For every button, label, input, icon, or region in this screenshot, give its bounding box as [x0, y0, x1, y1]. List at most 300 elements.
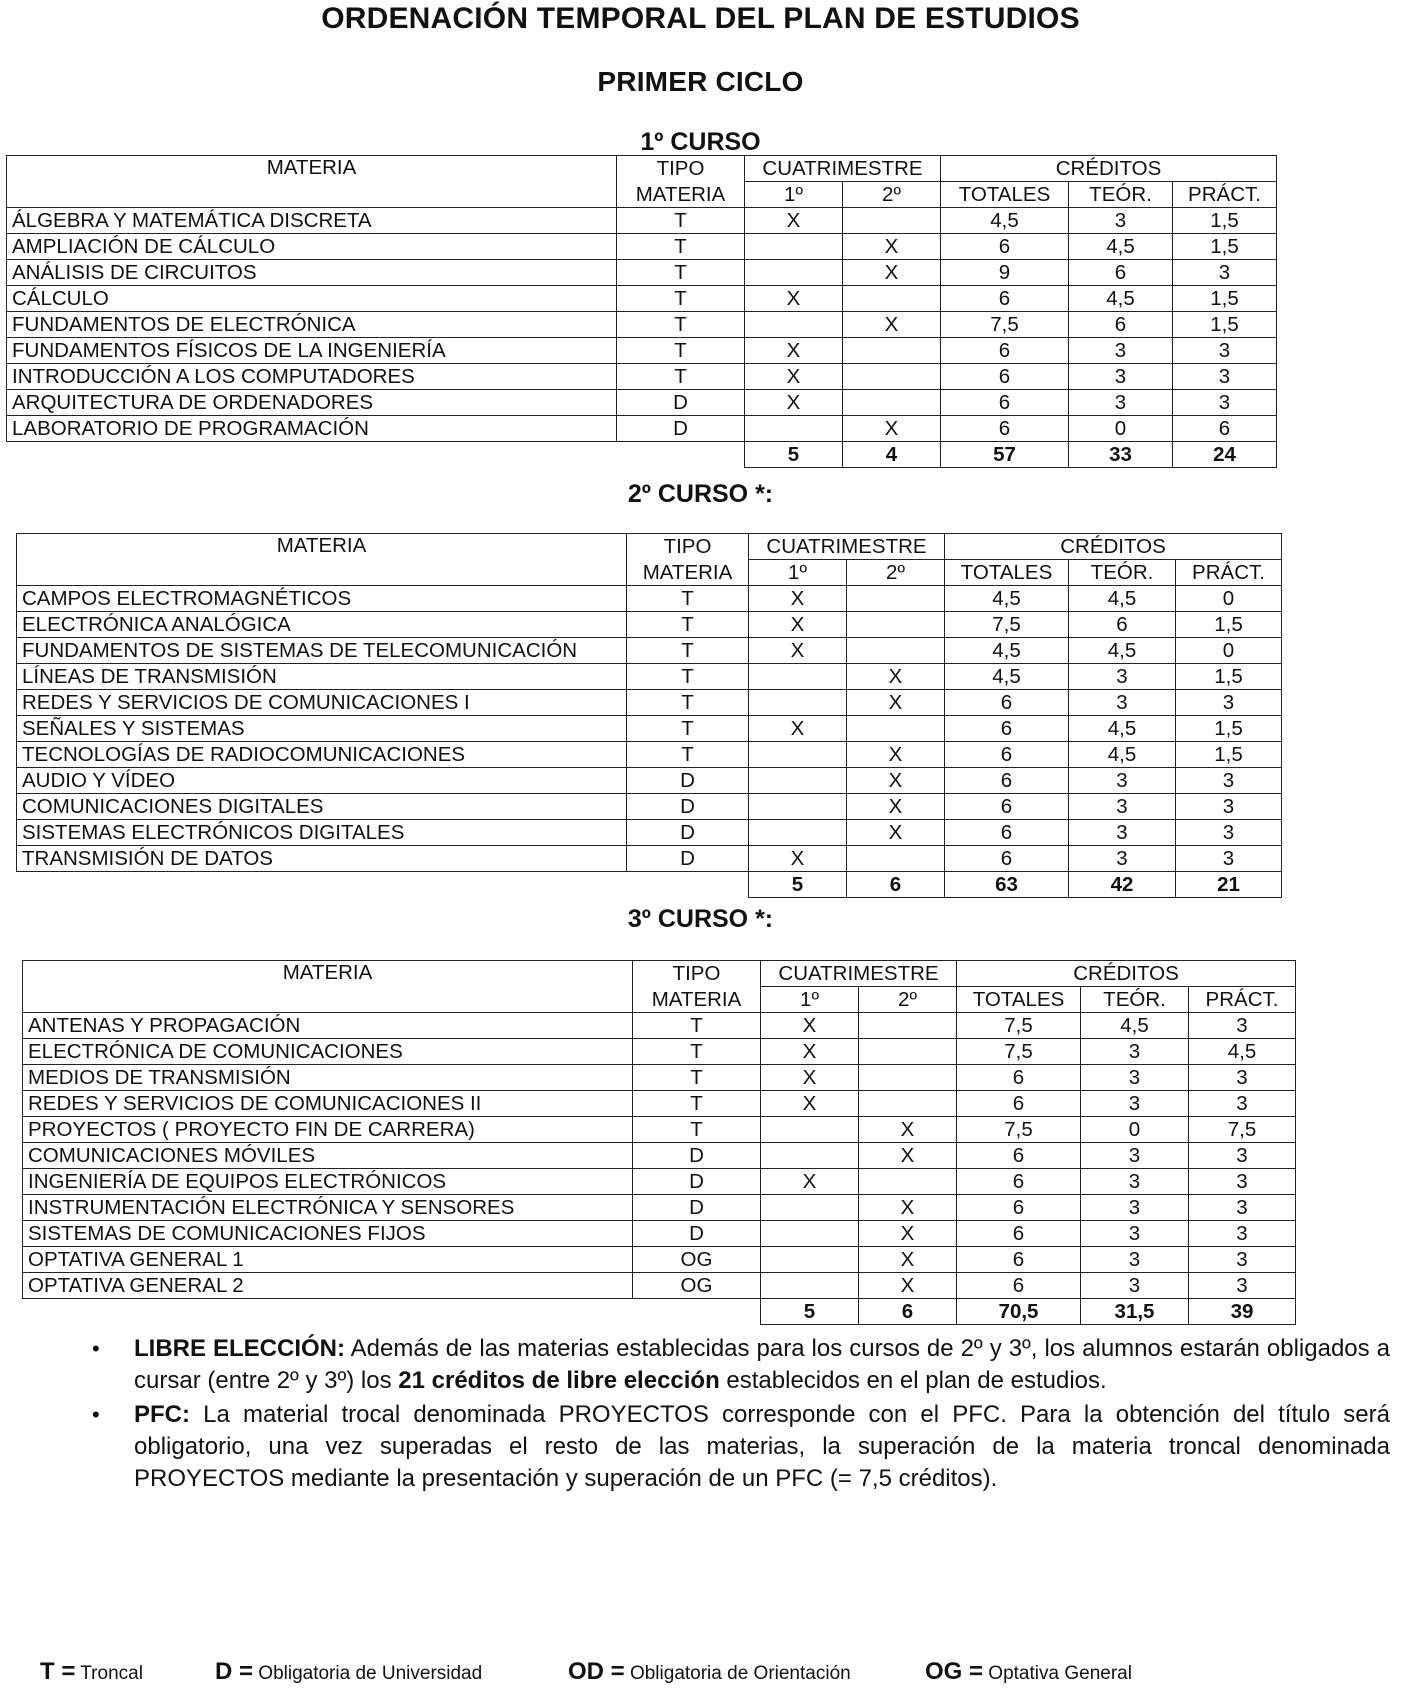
semester-1-mark	[745, 260, 843, 286]
credits-theory: 6	[1069, 312, 1173, 338]
legend-code: OD =	[568, 1658, 625, 1685]
subject-type: T	[617, 286, 745, 312]
totals-spacer	[17, 872, 749, 898]
credits-total: 6	[941, 338, 1069, 364]
subject-type: D	[633, 1143, 761, 1169]
credits-practice: 3	[1176, 846, 1282, 872]
credits-practice: 3	[1176, 820, 1282, 846]
credits-practice: 3	[1176, 768, 1282, 794]
table-row	[17, 794, 1282, 820]
semester-2-mark	[843, 208, 941, 234]
credits-practice: 3	[1189, 1247, 1296, 1273]
page-title: ORDENACIÓN TEMPORAL DEL PLAN DE ESTUDIOS	[321, 2, 1080, 35]
credits-theory: 3	[1069, 664, 1176, 690]
table-row	[17, 742, 1282, 768]
credits-total: 7,5	[957, 1117, 1081, 1143]
semester-2-mark	[843, 338, 941, 364]
table-row	[17, 846, 1282, 872]
table-row	[23, 1013, 1296, 1039]
table-row	[23, 1117, 1296, 1143]
table-row	[17, 664, 1282, 690]
credits-practice: 1,5	[1176, 716, 1282, 742]
course-1-title: 1º CURSO	[640, 128, 761, 156]
semester-2-mark	[859, 1091, 957, 1117]
course-3-table	[22, 960, 1296, 1325]
semester-1-mark: X	[745, 208, 843, 234]
credits-theory: 3	[1069, 690, 1176, 716]
subject-name: FUNDAMENTOS DE ELECTRÓNICA	[7, 312, 617, 338]
semester-2-mark: X	[859, 1117, 957, 1143]
total-semester-2: 6	[859, 1299, 957, 1325]
course-2-table	[16, 533, 1282, 898]
header-totales: TOTALES	[957, 987, 1081, 1013]
legend-text: Optativa General	[983, 1663, 1132, 1684]
semester-1-mark: X	[749, 638, 847, 664]
subject-type: T	[627, 742, 749, 768]
credits-total: 6	[945, 690, 1069, 716]
credits-total: 6	[945, 794, 1069, 820]
header-totales: TOTALES	[945, 560, 1069, 586]
semester-2-mark: X	[843, 416, 941, 442]
header-cuatrimestre: CUATRIMESTRE	[745, 156, 941, 182]
credits-theory: 3	[1081, 1039, 1189, 1065]
semester-1-mark	[745, 234, 843, 260]
semester-2-mark	[847, 716, 945, 742]
credits-total: 6	[957, 1065, 1081, 1091]
table-row	[23, 1273, 1296, 1299]
semester-2-mark: X	[859, 1273, 957, 1299]
credits-practice: 6	[1173, 416, 1277, 442]
credits-total: 7,5	[941, 312, 1069, 338]
subject-name: OPTATIVA GENERAL 1	[23, 1247, 633, 1273]
credits-theory: 3	[1081, 1143, 1189, 1169]
credits-practice: 1,5	[1176, 612, 1282, 638]
subject-type: D	[633, 1169, 761, 1195]
semester-2-mark	[847, 846, 945, 872]
subject-type: T	[633, 1065, 761, 1091]
subject-type: T	[633, 1117, 761, 1143]
subject-type: D	[617, 390, 745, 416]
credits-total: 6	[941, 286, 1069, 312]
subject-type: OG	[633, 1273, 761, 1299]
note-pfc	[92, 1399, 1390, 1495]
header-cuatrimestre: CUATRIMESTRE	[761, 961, 957, 987]
credits-theory: 3	[1081, 1091, 1189, 1117]
semester-1-mark	[749, 794, 847, 820]
credits-total: 4,5	[945, 586, 1069, 612]
table-row	[17, 690, 1282, 716]
credits-practice: 4,5	[1189, 1039, 1296, 1065]
table-row	[23, 1195, 1296, 1221]
semester-2-mark: X	[843, 312, 941, 338]
credits-theory: 3	[1069, 846, 1176, 872]
total-theory: 31,5	[1081, 1299, 1189, 1325]
semester-1-mark	[749, 820, 847, 846]
credits-total: 6	[941, 364, 1069, 390]
semester-1-mark: X	[761, 1091, 859, 1117]
notes-list	[92, 1333, 1390, 1497]
semester-1-mark: X	[745, 338, 843, 364]
credits-practice: 3	[1189, 1169, 1296, 1195]
total-practice: 39	[1189, 1299, 1296, 1325]
table-row	[7, 208, 1277, 234]
credits-total: 4,5	[945, 638, 1069, 664]
subject-name: SISTEMAS ELECTRÓNICOS DIGITALES	[17, 820, 627, 846]
subject-type: OG	[633, 1247, 761, 1273]
subject-type: T	[617, 260, 745, 286]
credits-theory: 3	[1081, 1221, 1189, 1247]
credits-theory: 0	[1069, 416, 1173, 442]
semester-2-mark: X	[859, 1247, 957, 1273]
subject-name: REDES Y SERVICIOS DE COMUNICACIONES II	[23, 1091, 633, 1117]
credits-theory: 4,5	[1069, 716, 1176, 742]
course-1-table	[6, 155, 1277, 468]
subject-type: D	[633, 1195, 761, 1221]
semester-1-mark: X	[761, 1039, 859, 1065]
credits-total: 7,5	[957, 1039, 1081, 1065]
subject-name: ELECTRÓNICA DE COMUNICACIONES	[23, 1039, 633, 1065]
subject-type: T	[633, 1039, 761, 1065]
subject-name: FUNDAMENTOS FÍSICOS DE LA INGENIERÍA	[7, 338, 617, 364]
header-materia: MATERIA	[17, 534, 627, 586]
semester-1-mark: X	[761, 1065, 859, 1091]
semester-1-mark: X	[745, 390, 843, 416]
credits-practice: 1,5	[1173, 312, 1277, 338]
legend-text: Troncal	[75, 1663, 143, 1684]
credits-total: 9	[941, 260, 1069, 286]
credits-theory: 4,5	[1081, 1013, 1189, 1039]
subject-name: LÍNEAS DE TRANSMISIÓN	[17, 664, 627, 690]
legend-code: T =	[40, 1658, 76, 1685]
subject-type: T	[627, 612, 749, 638]
credits-total: 6	[957, 1247, 1081, 1273]
note-libre-bold: 21 créditos de libre elección	[398, 1367, 720, 1394]
subject-type: D	[633, 1221, 761, 1247]
subject-name: REDES Y SERVICIOS DE COMUNICACIONES I	[17, 690, 627, 716]
total-semester-1: 5	[745, 442, 843, 468]
credits-theory: 6	[1069, 612, 1176, 638]
credits-theory: 0	[1081, 1117, 1189, 1143]
semester-2-mark: X	[859, 1143, 957, 1169]
header-tipo: TIPO	[633, 961, 761, 987]
credits-practice: 3	[1189, 1273, 1296, 1299]
table-row	[23, 1247, 1296, 1273]
header-tipo: TIPO	[627, 534, 749, 560]
credits-theory: 3	[1069, 208, 1173, 234]
subject-type: T	[627, 690, 749, 716]
header-creditos: CRÉDITOS	[957, 961, 1296, 987]
semester-2-mark	[859, 1065, 957, 1091]
semester-2-mark	[843, 286, 941, 312]
credits-practice: 3	[1173, 364, 1277, 390]
note-libre-label: LIBRE ELECCIÓN:	[134, 1335, 345, 1362]
credits-theory: 3	[1069, 338, 1173, 364]
credits-total: 6	[945, 716, 1069, 742]
header-practicos: PRÁCT.	[1176, 560, 1282, 586]
table-row	[7, 312, 1277, 338]
header-tipo-materia: MATERIA	[633, 987, 761, 1013]
header-creditos: CRÉDITOS	[945, 534, 1282, 560]
credits-theory: 4,5	[1069, 586, 1176, 612]
total-credits: 63	[945, 872, 1069, 898]
credits-practice: 3	[1176, 794, 1282, 820]
semester-1-mark: X	[761, 1013, 859, 1039]
subject-type: D	[627, 768, 749, 794]
credits-practice: 7,5	[1189, 1117, 1296, 1143]
cycle-title: PRIMER CICLO	[597, 66, 804, 97]
total-credits: 70,5	[957, 1299, 1081, 1325]
semester-2-mark	[847, 612, 945, 638]
semester-1-mark	[761, 1143, 859, 1169]
totals-row	[7, 442, 1277, 468]
semester-2-mark: X	[859, 1195, 957, 1221]
header-tipo-materia: MATERIA	[617, 182, 745, 208]
semester-1-mark	[761, 1247, 859, 1273]
subject-type: T	[627, 716, 749, 742]
table-row	[23, 1039, 1296, 1065]
semester-1-mark: X	[749, 612, 847, 638]
credits-total: 6	[941, 234, 1069, 260]
header-materia: MATERIA	[7, 156, 617, 208]
credits-theory: 6	[1069, 260, 1173, 286]
total-theory: 42	[1069, 872, 1176, 898]
subject-type: T	[627, 638, 749, 664]
semester-2-mark: X	[847, 690, 945, 716]
credits-practice: 3	[1189, 1065, 1296, 1091]
semester-2-mark	[843, 364, 941, 390]
note-pfc-text: La material trocal denominada PROYECTOS corresponde con el PFC. Para la obtención del título será obligatorio, una vez superadas el resto de las materias, la superación de la materia troncal denominada PROYECTOS mediante la presentación y superación de un PFC (= 7,5 créditos).	[134, 1401, 1390, 1492]
credits-total: 6	[957, 1273, 1081, 1299]
table-row	[17, 612, 1282, 638]
semester-1-mark	[749, 690, 847, 716]
credits-practice: 1,5	[1176, 664, 1282, 690]
header-tipo-materia: MATERIA	[627, 560, 749, 586]
table-row	[7, 364, 1277, 390]
subject-name: ANTENAS Y PROPAGACIÓN	[23, 1013, 633, 1039]
totals-row	[17, 872, 1282, 898]
credits-total: 6	[945, 768, 1069, 794]
semester-2-mark: X	[847, 794, 945, 820]
subject-type: D	[627, 794, 749, 820]
subject-name: INGENIERÍA DE EQUIPOS ELECTRÓNICOS	[23, 1169, 633, 1195]
header-cuatrimestre-2: 2º	[843, 182, 941, 208]
subject-name: PROYECTOS ( PROYECTO FIN DE CARRERA)	[23, 1117, 633, 1143]
semester-2-mark	[859, 1169, 957, 1195]
legend-item-od	[568, 1658, 851, 1686]
table-row	[7, 416, 1277, 442]
semester-2-mark: X	[859, 1221, 957, 1247]
header-cuatrimestre-2: 2º	[859, 987, 957, 1013]
table-row	[7, 338, 1277, 364]
credits-theory: 3	[1081, 1195, 1189, 1221]
credits-theory: 4,5	[1069, 638, 1176, 664]
header-cuatrimestre-2: 2º	[847, 560, 945, 586]
credits-practice: 1,5	[1176, 742, 1282, 768]
table-row	[23, 1221, 1296, 1247]
subject-name: SEÑALES Y SISTEMAS	[17, 716, 627, 742]
table-row	[7, 286, 1277, 312]
credits-practice: 1,5	[1173, 208, 1277, 234]
semester-2-mark: X	[847, 742, 945, 768]
credits-practice: 0	[1176, 586, 1282, 612]
credits-theory: 3	[1069, 390, 1173, 416]
header-cuatrimestre-1: 1º	[749, 560, 847, 586]
semester-1-mark: X	[761, 1169, 859, 1195]
header-totales: TOTALES	[941, 182, 1069, 208]
semester-1-mark	[749, 742, 847, 768]
semester-1-mark: X	[745, 286, 843, 312]
credits-total: 6	[957, 1221, 1081, 1247]
subject-name: MEDIOS DE TRANSMISIÓN	[23, 1065, 633, 1091]
subject-name: OPTATIVA GENERAL 2	[23, 1273, 633, 1299]
credits-total: 6	[945, 820, 1069, 846]
semester-2-mark: X	[847, 664, 945, 690]
totals-spacer	[7, 442, 745, 468]
table-row	[17, 586, 1282, 612]
credits-total: 6	[945, 742, 1069, 768]
subject-type: T	[617, 364, 745, 390]
credits-practice: 3	[1189, 1221, 1296, 1247]
credits-theory: 3	[1081, 1169, 1189, 1195]
credits-practice: 1,5	[1173, 234, 1277, 260]
credits-total: 6	[945, 846, 1069, 872]
subject-name: TRANSMISIÓN DE DATOS	[17, 846, 627, 872]
subject-name: INTRODUCCIÓN A LOS COMPUTADORES	[7, 364, 617, 390]
legend-code: OG =	[925, 1658, 984, 1685]
credits-practice: 3	[1189, 1143, 1296, 1169]
header-materia: MATERIA	[23, 961, 633, 1013]
note-libre-text1: Además de las materias establecidas para los cursos de 2º y 3º, los alumnos estarán obligados a cursar (entre 2º y 3º) los	[134, 1335, 1390, 1394]
semester-1-mark	[761, 1195, 859, 1221]
table-row	[23, 1091, 1296, 1117]
semester-1-mark	[749, 768, 847, 794]
credits-theory: 3	[1069, 794, 1176, 820]
table-row	[23, 1065, 1296, 1091]
credits-theory: 4,5	[1069, 234, 1173, 260]
total-semester-1: 5	[761, 1299, 859, 1325]
semester-2-mark: X	[847, 768, 945, 794]
table-row	[23, 1169, 1296, 1195]
table-row	[17, 716, 1282, 742]
total-credits: 57	[941, 442, 1069, 468]
credits-total: 7,5	[957, 1013, 1081, 1039]
subject-name: AUDIO Y VÍDEO	[17, 768, 627, 794]
subject-type: T	[617, 338, 745, 364]
total-practice: 21	[1176, 872, 1282, 898]
table-row	[17, 638, 1282, 664]
total-practice: 24	[1173, 442, 1277, 468]
credits-practice: 1,5	[1173, 286, 1277, 312]
credits-theory: 4,5	[1069, 742, 1176, 768]
credits-total: 4,5	[941, 208, 1069, 234]
semester-2-mark	[859, 1039, 957, 1065]
total-semester-1: 5	[749, 872, 847, 898]
subject-name: AMPLIACIÓN DE CÁLCULO	[7, 234, 617, 260]
subject-type: D	[617, 416, 745, 442]
table-row	[17, 820, 1282, 846]
subject-type: D	[627, 820, 749, 846]
semester-2-mark: X	[843, 234, 941, 260]
subject-type: T	[617, 234, 745, 260]
credits-total: 6	[941, 390, 1069, 416]
semester-2-mark	[847, 638, 945, 664]
subject-type: D	[627, 846, 749, 872]
credits-total: 6	[957, 1143, 1081, 1169]
table-row	[7, 260, 1277, 286]
total-semester-2: 4	[843, 442, 941, 468]
note-libre-eleccion	[92, 1333, 1390, 1397]
credits-total: 6	[957, 1169, 1081, 1195]
credits-practice: 3	[1189, 1013, 1296, 1039]
semester-2-mark	[847, 586, 945, 612]
subject-name: ELECTRÓNICA ANALÓGICA	[17, 612, 627, 638]
table-row	[17, 768, 1282, 794]
course-3-title: 3º CURSO *:	[627, 905, 774, 933]
semester-1-mark: X	[749, 846, 847, 872]
credits-practice: 3	[1189, 1091, 1296, 1117]
credits-theory: 3	[1081, 1247, 1189, 1273]
semester-2-mark: X	[843, 260, 941, 286]
legend-item-og	[925, 1658, 1132, 1686]
subject-name: TECNOLOGÍAS DE RADIOCOMUNICACIONES	[17, 742, 627, 768]
table-row	[7, 390, 1277, 416]
subject-name: COMUNICACIONES MÓVILES	[23, 1143, 633, 1169]
legend-text: Obligatoria de Universidad	[253, 1663, 483, 1684]
header-creditos: CRÉDITOS	[941, 156, 1277, 182]
semester-1-mark	[761, 1273, 859, 1299]
subject-type: T	[617, 312, 745, 338]
credits-total: 7,5	[945, 612, 1069, 638]
credits-theory: 3	[1069, 768, 1176, 794]
credits-total: 6	[957, 1195, 1081, 1221]
totals-spacer	[23, 1299, 761, 1325]
credits-theory: 3	[1081, 1273, 1189, 1299]
subject-name: SISTEMAS DE COMUNICACIONES FIJOS	[23, 1221, 633, 1247]
semester-1-mark: X	[745, 364, 843, 390]
total-semester-2: 6	[847, 872, 945, 898]
note-pfc-label: PFC:	[134, 1401, 190, 1428]
semester-1-mark: X	[749, 716, 847, 742]
subject-name: ANÁLISIS DE CIRCUITOS	[7, 260, 617, 286]
semester-1-mark	[745, 312, 843, 338]
credits-theory: 3	[1069, 364, 1173, 390]
course-2-title: 2º CURSO *:	[627, 480, 774, 508]
credits-theory: 3	[1081, 1065, 1189, 1091]
semester-1-mark	[761, 1117, 859, 1143]
header-practicos: PRÁCT.	[1189, 987, 1296, 1013]
bullet-icon: •	[92, 1336, 100, 1361]
subject-name: LABORATORIO DE PROGRAMACIÓN	[7, 416, 617, 442]
header-cuatrimestre-1: 1º	[745, 182, 843, 208]
header-cuatrimestre: CUATRIMESTRE	[749, 534, 945, 560]
totals-row	[23, 1299, 1296, 1325]
subject-name: FUNDAMENTOS DE SISTEMAS DE TELECOMUNICACIÓN	[17, 638, 627, 664]
table-row	[7, 234, 1277, 260]
subject-name: INSTRUMENTACIÓN ELECTRÓNICA Y SENSORES	[23, 1195, 633, 1221]
subject-name: COMUNICACIONES DIGITALES	[17, 794, 627, 820]
semester-1-mark	[761, 1221, 859, 1247]
header-teoricos: TEÓR.	[1081, 987, 1189, 1013]
credits-practice: 3	[1173, 260, 1277, 286]
note-libre-text2: establecidos en el plan de estudios.	[719, 1367, 1107, 1394]
credits-total: 6	[957, 1091, 1081, 1117]
credits-practice: 3	[1173, 338, 1277, 364]
credits-total: 4,5	[945, 664, 1069, 690]
subject-type: T	[617, 208, 745, 234]
header-practicos: PRÁCT.	[1173, 182, 1277, 208]
subject-type: T	[627, 664, 749, 690]
subject-name: CÁLCULO	[7, 286, 617, 312]
